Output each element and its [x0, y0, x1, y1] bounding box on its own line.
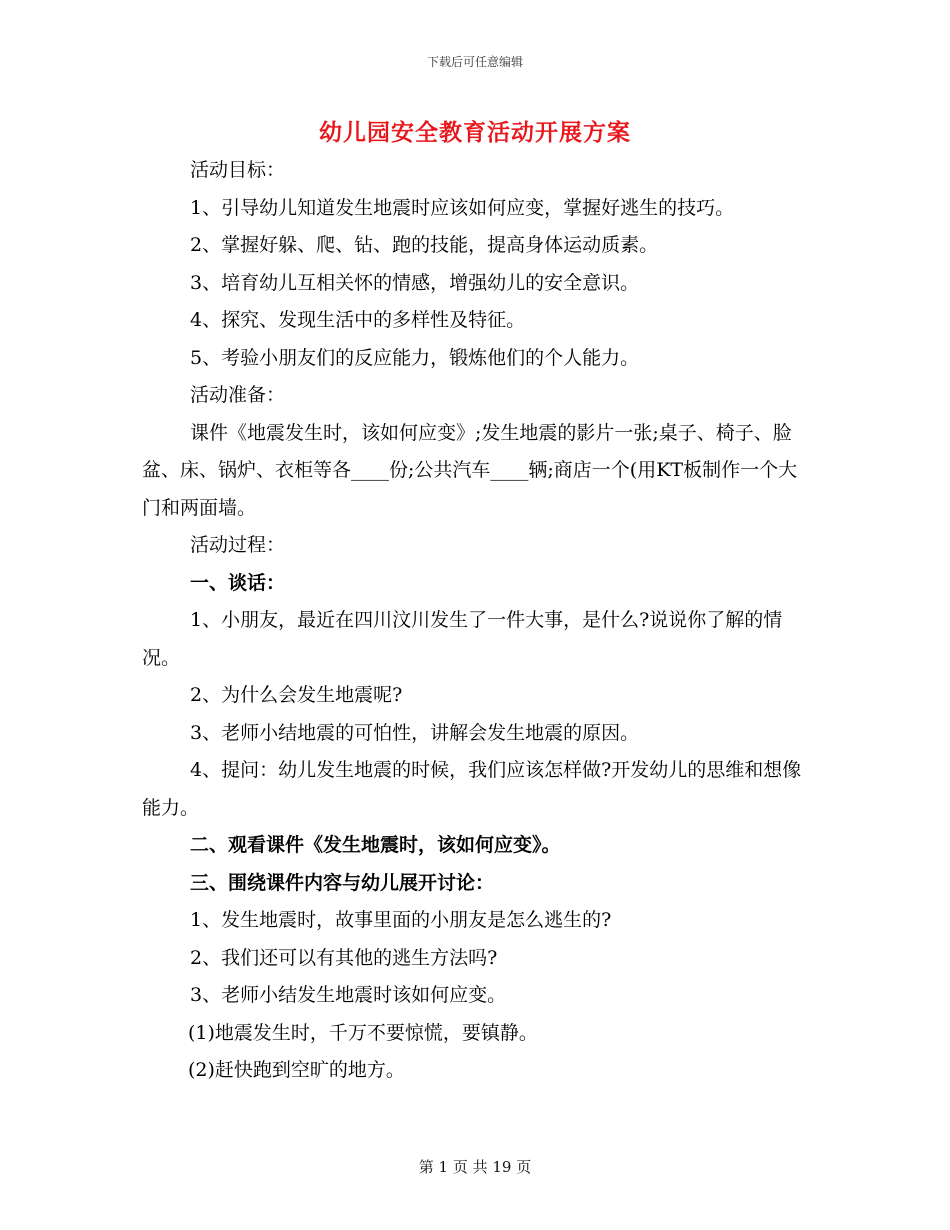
section-heading-goals: 活动目标：	[190, 159, 286, 181]
page-header-note: 下载后可任意编辑	[426, 55, 523, 69]
goal-item: 4、探究、发现生活中的多样性及特征。	[190, 309, 526, 331]
talk-item: 1、小朋友，最近在四川汶川发生了一件大事，是什么?说说你了解的情况。	[142, 609, 783, 669]
goal-item: 5、考验小朋友们的反应能力，锻炼他们的个人能力。	[190, 346, 640, 369]
subheading-watch-courseware: 二、观看课件《发生地震时，该如何应变》。	[190, 834, 561, 856]
discussion-item: 1、发生地震时，故事里面的小朋友是怎么逃生的?	[190, 909, 612, 931]
document-title: 幼儿园安全教育活动开展方案	[319, 120, 631, 146]
subheading-talk: 一、谈话：	[190, 571, 286, 594]
section-heading-process: 活动过程：	[190, 534, 286, 556]
talk-item: 2、为什么会发生地震呢?	[190, 684, 403, 706]
summary-point: (2)赶快跑到空旷的地方。	[188, 1059, 405, 1081]
discussion-item: 3、老师小结发生地震时该如何应变。	[190, 984, 507, 1006]
talk-item: 4、提问：幼儿发生地震的时候，我们应该怎样做?开发幼儿的思维和想像能力。	[142, 759, 802, 819]
document-body	[142, 152, 802, 1090]
goal-item: 2、掌握好躲、爬、钻、跑的技能，提高身体运动质素。	[190, 234, 659, 256]
goal-item: 3、培育幼儿互相关怀的情感，增强幼儿的安全意识。	[190, 271, 640, 294]
preparation-paragraph: 课件《地震发生时，该如何应变》;发生地震的影片一张;桌子、椅子、脸盆、床、锅炉、衣柜等各____份;公共汽车____辆;商店一个(用KT板制作一个大门和两面墙。	[142, 421, 798, 519]
page-number: 第 1 页 共 19 页	[418, 1158, 532, 1176]
discussion-item: 2、我们还可以有其他的逃生方法吗?	[190, 946, 498, 969]
section-heading-preparation: 活动准备：	[190, 384, 286, 406]
summary-point: (1)地震发生时，千万不要惊慌，要镇静。	[188, 1021, 538, 1044]
goal-item: 1、引导幼儿知道发生地震时应该如何应变，掌握好逃生的技巧。	[190, 196, 735, 219]
subheading-discussion: 三、围绕课件内容与幼儿展开讨论：	[190, 871, 495, 894]
talk-item: 3、老师小结地震的可怕性，讲解会发生地震的原因。	[190, 721, 640, 744]
